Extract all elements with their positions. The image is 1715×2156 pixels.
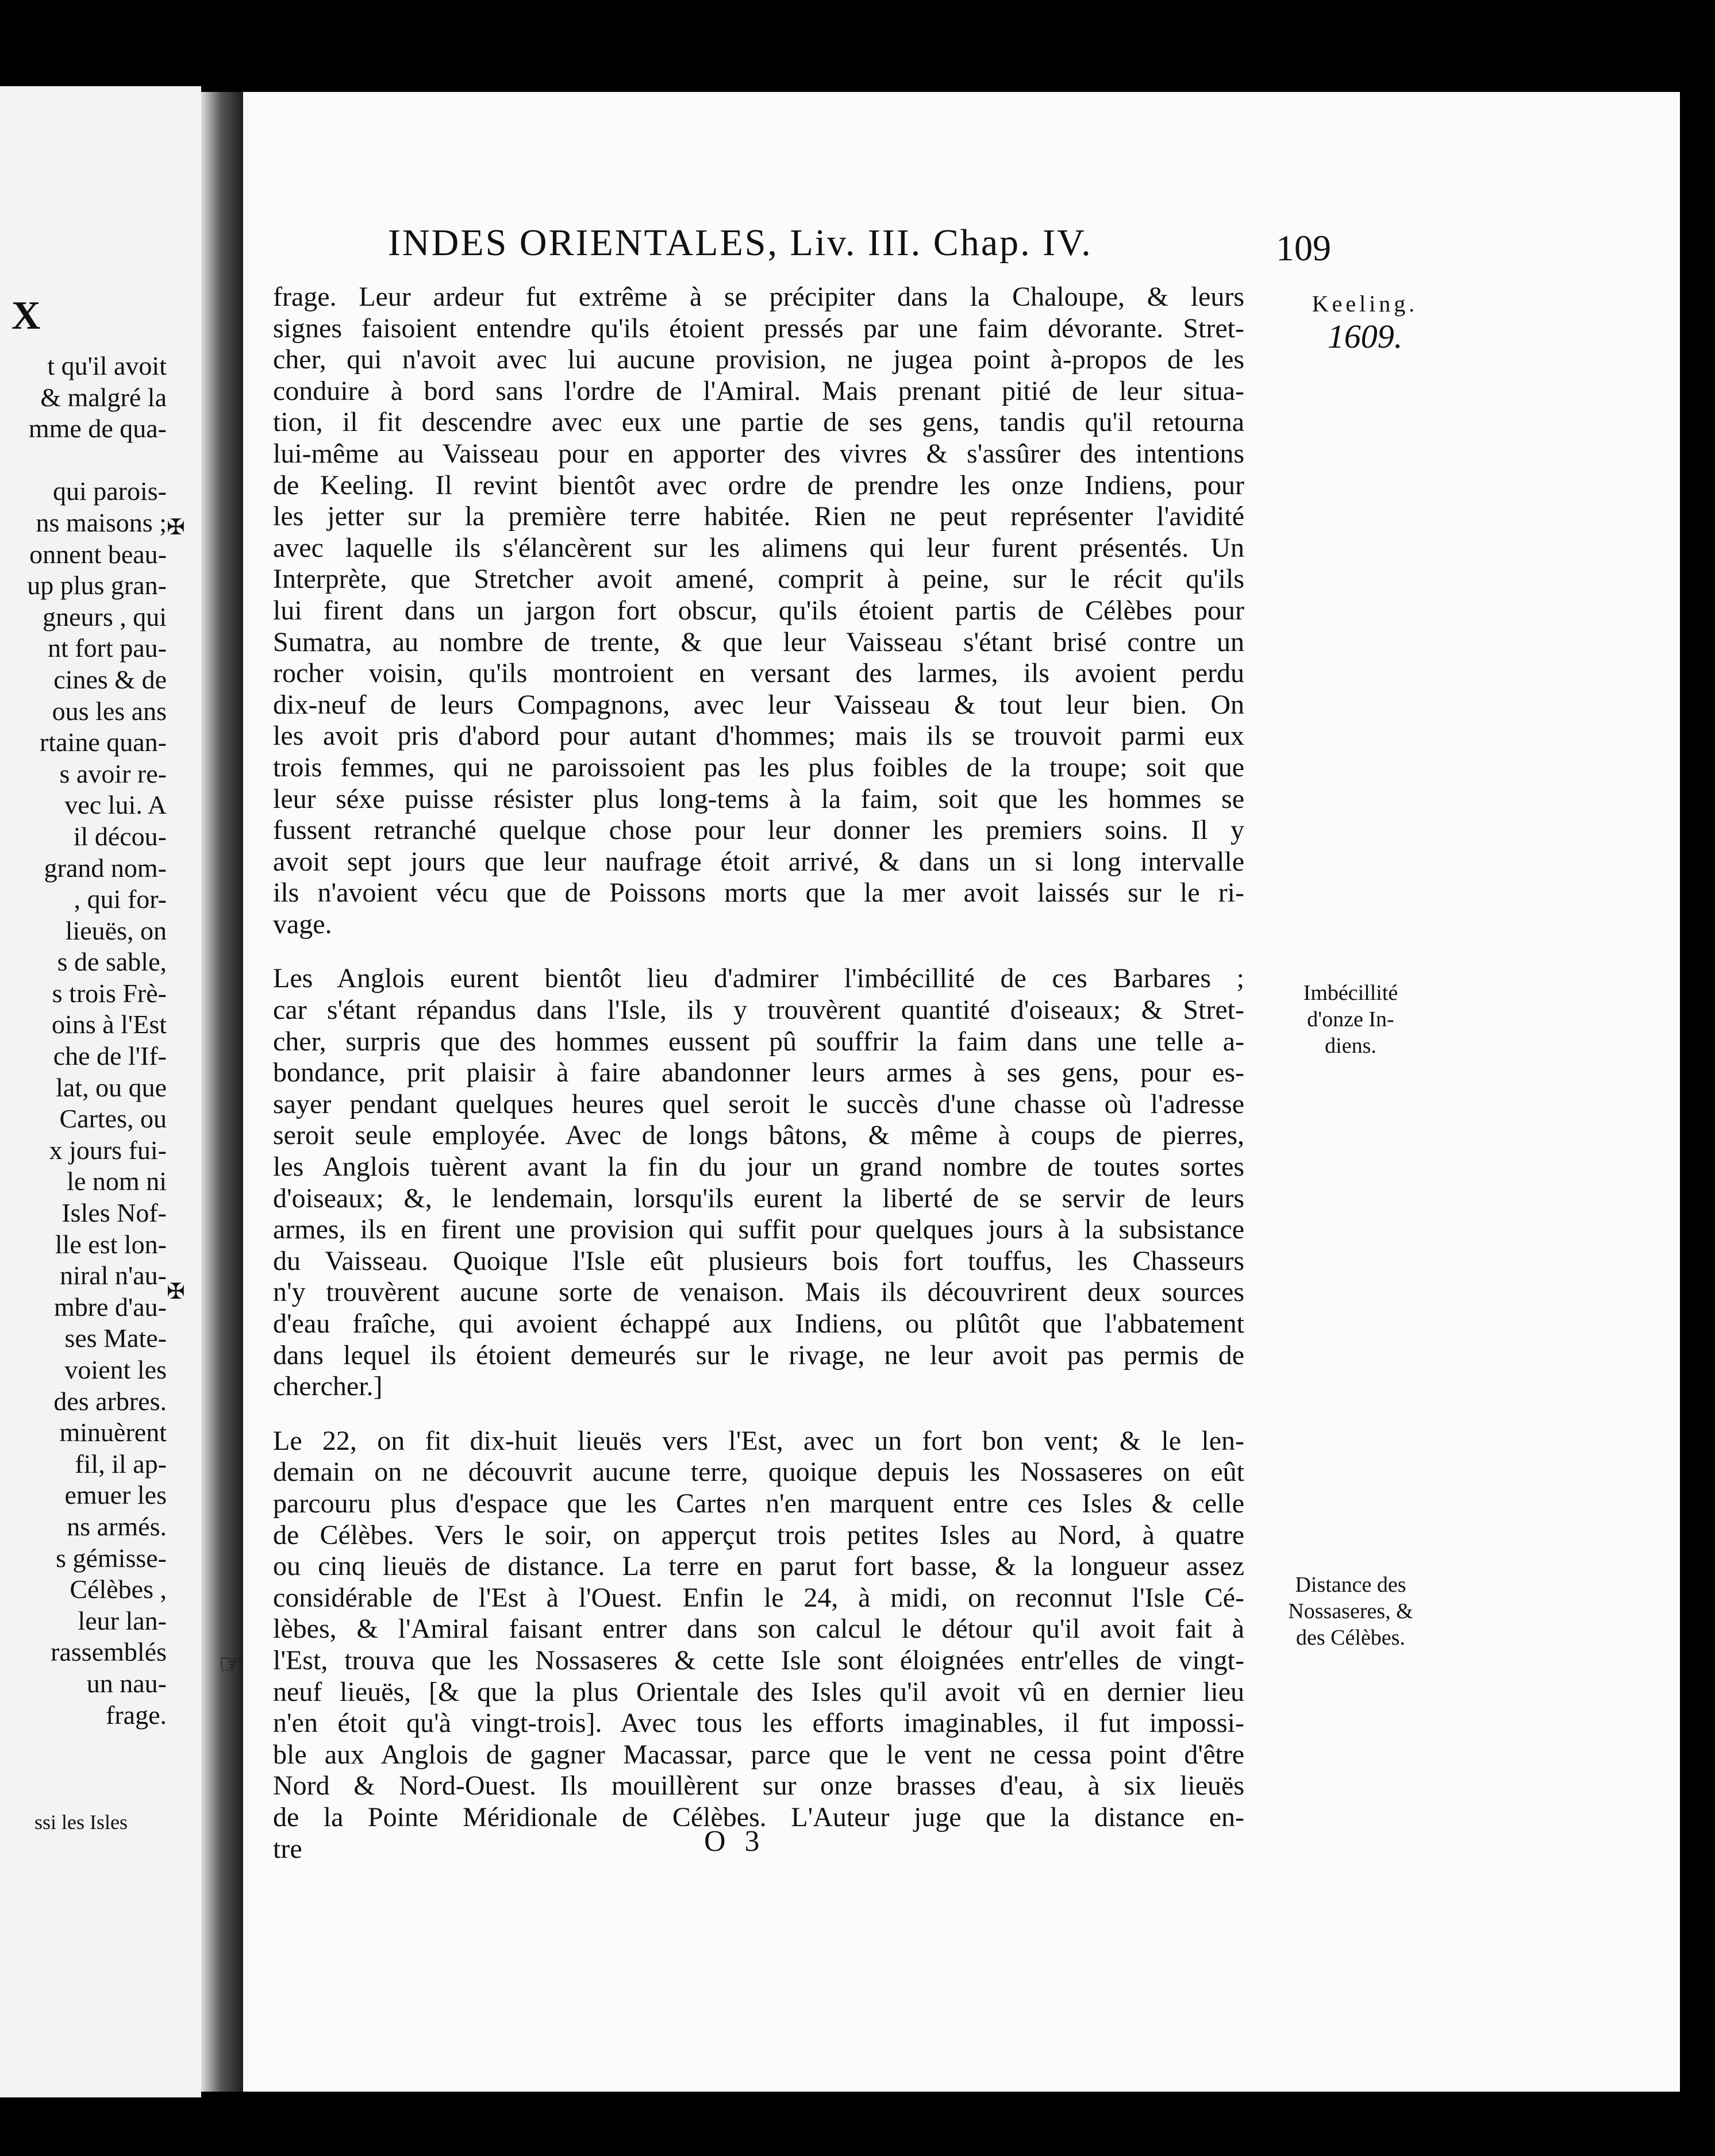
- facing-page-line: cines & de: [53, 664, 167, 694]
- marginal-note-distance: Distance des Nossaseres, & des Célèbes.: [1288, 1573, 1413, 1650]
- facing-page-line: emuer les: [64, 1480, 167, 1510]
- paragraph-gap: [273, 1403, 1244, 1426]
- paragraph-gap: [273, 940, 1244, 963]
- text-line: Nord & Nord-Ouest. Ils mouillèrent sur onze brasses d'eau, à six lieuës: [273, 1770, 1244, 1801]
- facing-page-line: mme de qua-: [28, 414, 167, 444]
- text-line: l'Est, trouva que les Nossaseres & cette Isle sont éloignées entr'elles de vingt-: [273, 1645, 1244, 1676]
- cross-mark: ✠: [167, 1280, 185, 1304]
- text-line: seroit seule employée. Avec de longs bâtons, & même à coups de pierres,: [273, 1120, 1244, 1151]
- facing-page-text: [0, 351, 167, 1731]
- running-title: INDES ORIENTALES, Liv. III. Chap. IV.: [388, 222, 1093, 264]
- facing-page-note: ssi les Isles: [34, 1811, 128, 1834]
- text-line: cher, qui n'avoit avec lui aucune provision, ne jugea point à-propos de les: [273, 344, 1244, 375]
- facing-page-line: , qui for-: [74, 884, 167, 914]
- text-line: lui firent dans un jargon fort obscur, qu'ils étoient partis de Célèbes pour: [273, 595, 1244, 626]
- text-line: signes faisoient entendre qu'ils étoient pressés par une faim dévorante. Stret-: [273, 313, 1244, 344]
- facing-page-title: X: [11, 294, 41, 338]
- facing-page-line: oins à l'Est: [52, 1010, 167, 1040]
- page-number: 109: [1276, 228, 1331, 268]
- facing-page-line: t qu'il avoit: [47, 351, 167, 380]
- facing-page-line: le nom ni: [67, 1166, 167, 1196]
- facing-page-line: che de l'If-: [53, 1041, 167, 1071]
- facing-page-line: ses Mate-: [64, 1323, 167, 1353]
- facing-page-line: Isles Nof-: [61, 1198, 167, 1228]
- text-line: avoit sept jours que leur naufrage étoit arrivé, & dans un si long intervalle: [273, 846, 1244, 877]
- text-line: trois femmes, qui ne paroissoient pas les plus foibles de la troupe; soit que: [273, 752, 1244, 783]
- text-line: tre: [273, 1833, 302, 1864]
- text-line: armes, ils en firent une provision qui suffit pour quelques jours à la subsistance: [273, 1214, 1244, 1245]
- text-line: Les Anglois eurent bientôt lieu d'admirer l'imbécillité de ces Barbares ;: [273, 963, 1244, 994]
- facing-page-line: s de sable,: [57, 947, 167, 977]
- margin-name: Keeling.: [1312, 291, 1418, 317]
- facing-page-line: lieuës, on: [65, 915, 167, 945]
- facing-page-line: onnent beau-: [29, 539, 167, 569]
- text-line: avec laquelle ils s'élancèrent sur les alimens qui leur furent présentés. Un: [273, 532, 1244, 563]
- facing-page-line: minuèrent: [59, 1418, 167, 1447]
- text-line: Le 22, on fit dix-huit lieuës vers l'Est, avec un fort bon vent; & le len-: [273, 1425, 1244, 1456]
- text-line: considérable de l'Est à l'Ouest. Enfin le 24, à midi, on reconnut l'Isle Cé-: [273, 1582, 1244, 1613]
- facing-page-line: ous les ans: [52, 696, 167, 726]
- text-line: de la Pointe Méridionale de Célèbes. L'Auteur juge que la distance en-: [273, 1801, 1244, 1832]
- facing-page-line: ns maisons ;: [36, 507, 167, 537]
- text-line: chercher.]: [273, 1371, 383, 1402]
- margin-year: 1609.: [1327, 318, 1403, 355]
- text-line: de Célèbes. Vers le soir, on apperçut trois petites Isles au Nord, à quatre: [273, 1519, 1244, 1550]
- signature-mark: O 3: [704, 1825, 766, 1858]
- facing-page-line: up plus gran-: [27, 571, 167, 600]
- text-line: Sumatra, au nombre de trente, & que leur Vaisseau s'étant brisé contre un: [273, 626, 1244, 657]
- text-line: ble aux Anglois de gagner Macassar, parce que le vent ne cessa point d'être: [273, 1739, 1244, 1770]
- facing-page-line: s trois Frè-: [52, 978, 167, 1008]
- facing-page-line: s gémisse-: [56, 1543, 167, 1573]
- paragraph: [273, 282, 1244, 940]
- text-line: les avoit pris d'abord pour autant d'hommes; mais ils se trouvoit parmi eux: [273, 721, 1244, 752]
- text-line: frage. Leur ardeur fut extrême à se précipiter dans la Chaloupe, & leurs: [273, 282, 1244, 312]
- text-line: de Keeling. Il revint bientôt avec ordre de prendre les onze Indiens, pour: [273, 469, 1244, 500]
- facing-page-line: qui parois-: [52, 476, 167, 506]
- text-line: d'eau fraîche, qui avoient échappé aux Indiens, ou plûtôt que l'abbatement: [273, 1308, 1244, 1339]
- paragraph: [273, 1426, 1244, 1865]
- facing-page-line: [0, 445, 167, 476]
- book-gutter: [201, 92, 244, 2092]
- facing-page-line: voient les: [64, 1355, 167, 1384]
- facing-page-line: leur lan-: [78, 1606, 167, 1635]
- text-line: fussent retranché quelque chose pour leur donner les premiers soins. Il y: [273, 815, 1244, 846]
- text-line: leur séxe puisse résister plus long-tems à la faim, soit que les hommes se: [273, 783, 1244, 814]
- text-line: n'en étoit qu'à vingt-trois]. Avec tous les efforts imaginables, il fut impossi-: [273, 1708, 1244, 1739]
- facing-page-line: grand nom-: [44, 853, 167, 883]
- text-line: lèbes, & l'Amiral faisant entrer dans son calcul le détour qu'il avoit fait à: [273, 1614, 1244, 1645]
- facing-page-line: mbre d'au-: [53, 1292, 167, 1322]
- text-line: du Vaisseau. Quoique l'Isle eût plusieurs bois fort touffus, les Chasseurs: [273, 1245, 1244, 1276]
- facing-page-line: des arbres.: [53, 1386, 167, 1416]
- facing-page-line: gneurs , qui: [43, 602, 167, 632]
- text-line: sayer pendant quelques heures quel seroit le succès d'une chasse où l'adresse: [273, 1088, 1244, 1119]
- text-line: Interprète, que Stretcher avoit amené, comprit à peine, sur le récit qu'ils: [273, 564, 1244, 595]
- text-line: tion, il fit descendre avec eux une partie de ses gens, tandis qu'il retourna: [273, 407, 1244, 438]
- text-line: dans lequel ils étoient demeurés sur le rivage, ne leur avoit pas permis de: [273, 1339, 1244, 1370]
- facing-page-line: frage.: [106, 1700, 167, 1730]
- text-line: rocher voisin, qu'ils montroient en versant des larmes, ils avoient perdu: [273, 658, 1244, 689]
- facing-page: [0, 86, 201, 2097]
- facing-page-line: un nau-: [86, 1668, 167, 1698]
- facing-page-line: fil, il ap-: [75, 1449, 167, 1479]
- text-line: lui-même au Vaisseau pour en apporter des vivres & s'assûrer des intentions: [273, 438, 1244, 469]
- text-line: neuf lieuës, [& que la plus Orientale des Isles qu'il avoit vû en dernier lieu: [273, 1676, 1244, 1707]
- text-line: les Anglois tuèrent avant la fin du jour un grand nombre de toutes sortes: [273, 1152, 1244, 1183]
- facing-page-line: rtaine quan-: [40, 727, 167, 757]
- facing-page-line: lle est lon-: [55, 1229, 167, 1259]
- facing-page-line: s avoir re-: [59, 759, 167, 788]
- text-line: bondance, prit plaisir à faire abandonner leurs armes à ses gens, pour es-: [273, 1057, 1244, 1088]
- facing-page-line: vec lui. A: [64, 790, 167, 820]
- paragraph: [273, 963, 1244, 1402]
- manicule-icon: ☞: [218, 1649, 244, 1680]
- facing-page-line: Cartes, ou: [59, 1104, 167, 1134]
- facing-page-line: ns armés.: [67, 1511, 167, 1541]
- text-line: demain on ne découvrit aucune terre, quoique depuis les Nossaseres on eût: [273, 1457, 1244, 1488]
- facing-page-line: nt fort pau-: [48, 633, 167, 663]
- text-line: ils n'avoient vécu que de Poissons morts que la mer avoit laissés sur le ri-: [273, 877, 1244, 908]
- facing-page-line: il décou-: [73, 821, 167, 851]
- facing-page-line: x jours fui-: [49, 1135, 167, 1165]
- text-line: dix-neuf de leurs Compagnons, avec leur Vaisseau & tout leur bien. On: [273, 689, 1244, 720]
- text-line: ou cinq lieuës de distance. La terre en parut fort basse, & la longueur assez: [273, 1551, 1244, 1582]
- margin-date: [1296, 290, 1434, 356]
- facing-page-line: niral n'au-: [60, 1261, 167, 1291]
- page-body: [273, 282, 1244, 1865]
- text-line: les jetter sur la première terre habitée. Rien ne peut représenter l'avidité: [273, 501, 1244, 532]
- text-line: n'y trouvèrent aucune sorte de venaison. Mais ils découvrirent deux sources: [273, 1277, 1244, 1308]
- text-line: d'oiseaux; &, le lendemain, lorsqu'ils eurent la liberté de se servir de leurs: [273, 1183, 1244, 1214]
- facing-page-line: lat, ou que: [56, 1072, 167, 1102]
- facing-page-line: rassemblés: [51, 1637, 167, 1667]
- text-line: car s'étant répandus dans l'Isle, ils y trouvèrent quantité d'oiseaux; & Stret-: [273, 995, 1244, 1026]
- text-line: vage.: [273, 908, 332, 940]
- marginal-note-imbecillite: Imbécillité d'onze In- diens.: [1303, 981, 1398, 1058]
- cross-mark: ✠: [167, 515, 185, 540]
- facing-page-line: Célèbes ,: [70, 1574, 167, 1604]
- facing-page-line: & malgré la: [40, 382, 167, 412]
- text-line: conduire à bord sans l'ordre de l'Amiral. Mais prenant pitié de leur situa-: [273, 375, 1244, 406]
- text-line: cher, surpris que des hommes eussent pû souffrir la faim dans une telle a-: [273, 1026, 1244, 1057]
- text-line: parcouru plus d'espace que les Cartes n'en marquent entre ces Isles & celle: [273, 1488, 1244, 1519]
